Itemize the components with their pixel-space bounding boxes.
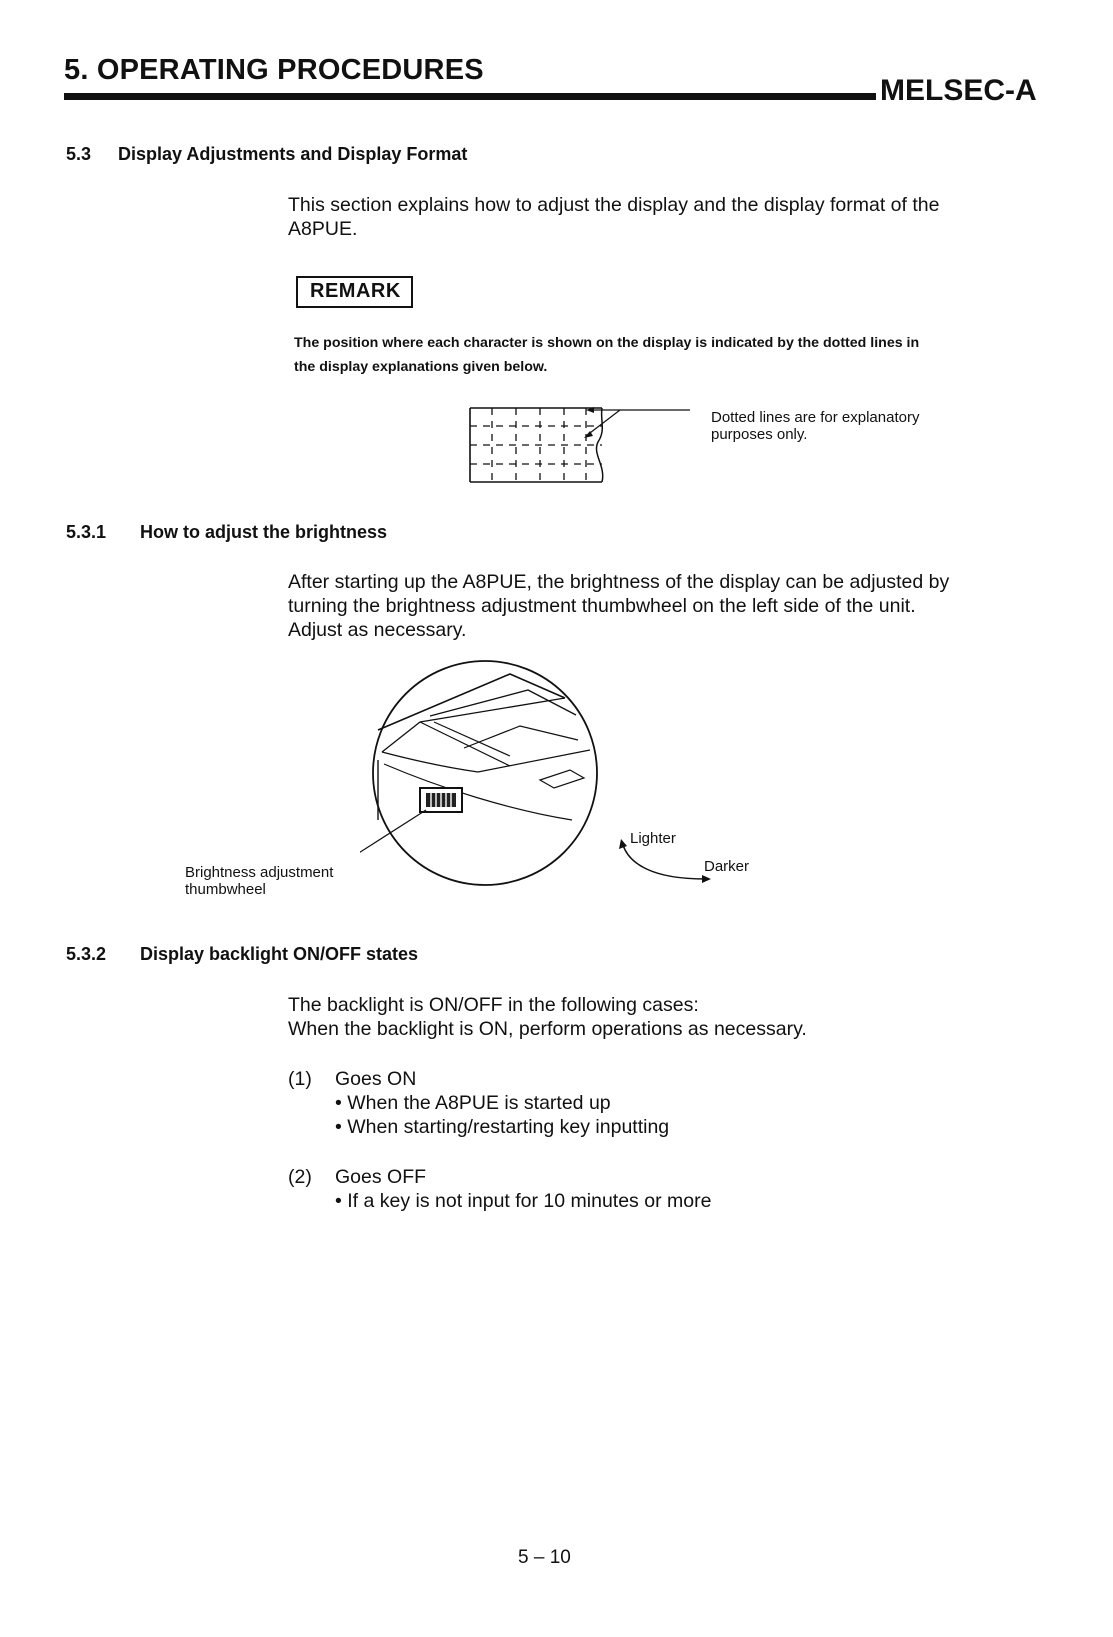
brightness-description: After starting up the A8PUE, the brightness of the display can be adjusted by turning the brightness adjustment thumbwheel on the left side of the unit. Adjust as necessary. xyxy=(288,571,950,641)
page-number: 5 – 10 xyxy=(518,1547,571,1568)
section-heading-5-3-2 xyxy=(66,944,418,965)
darker-label: Darker xyxy=(704,858,750,875)
backlight-item-1 xyxy=(288,1067,1068,1139)
section-title: Display Adjustments and Display Format xyxy=(118,144,468,164)
remark-line: the display explanations given below. xyxy=(294,359,548,375)
character-grid-diagram xyxy=(460,400,720,490)
item-marker: (1) xyxy=(288,1068,312,1090)
list-item: • When starting/restarting key inputting xyxy=(335,1116,670,1138)
list-item: • If a key is not input for 10 minutes or more xyxy=(335,1190,712,1212)
section-heading-5-3 xyxy=(66,144,467,165)
remark-line: The position where each character is shown on the display is indicated by the dotted lines in xyxy=(294,335,920,351)
section-title: How to adjust the brightness xyxy=(140,522,388,542)
brand-name: MELSEC-A xyxy=(880,74,1037,107)
unit-thumbwheel-illustration xyxy=(360,660,610,895)
chapter-title: 5. OPERATING PROCEDURES xyxy=(64,54,484,86)
list-item: • When the A8PUE is started up xyxy=(335,1092,611,1114)
dotted-lines-label: Dotted lines are for explanatory purposes only. xyxy=(711,409,920,443)
section-number: 5.3 xyxy=(66,144,92,164)
remark-text xyxy=(294,331,1084,379)
intro-line: This section explains how to adjust the display and the display format of the xyxy=(288,194,940,216)
item-marker: (2) xyxy=(288,1166,312,1188)
thumbwheel-label: Brightness adjustment thumbwheel xyxy=(185,864,334,898)
remark-box: REMARK xyxy=(296,276,413,308)
lighter-label: Lighter xyxy=(630,830,676,847)
thumbwheel xyxy=(420,788,462,812)
header-rule xyxy=(64,93,876,100)
backlight-item-2 xyxy=(288,1165,1068,1213)
section-number: 5.3.1 xyxy=(66,522,107,542)
section-title: Display backlight ON/OFF states xyxy=(140,944,419,964)
backlight-description: The backlight is ON/OFF in the following cases: When the backlight is ON, perform operations as necessary. xyxy=(288,994,807,1040)
intro-line: A8PUE. xyxy=(288,218,358,240)
item-heading: Goes ON xyxy=(335,1068,417,1090)
section-intro xyxy=(288,193,1058,241)
section-number: 5.3.2 xyxy=(66,944,107,964)
item-heading: Goes OFF xyxy=(335,1166,427,1188)
section-heading-5-3-1 xyxy=(66,522,387,543)
